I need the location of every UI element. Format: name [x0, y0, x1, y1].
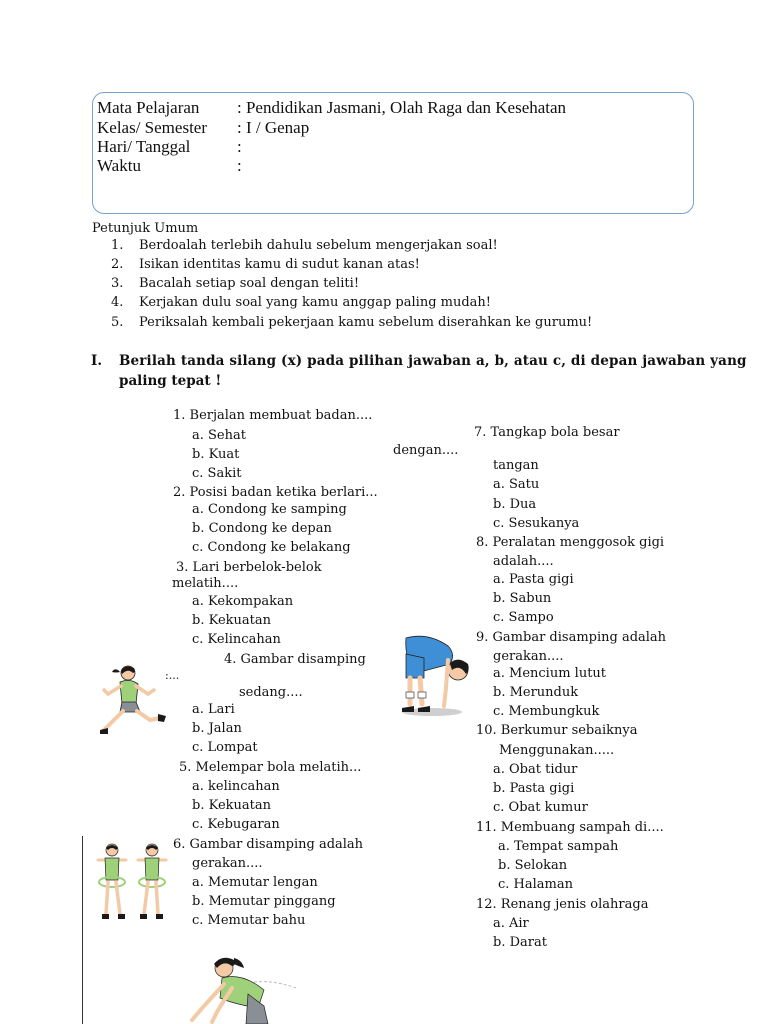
header-box [92, 92, 694, 214]
general-num-1: 1. [111, 238, 124, 253]
general-num-5: 5. [111, 315, 124, 330]
subject-value: : Pendidikan Jasmani, Olah Raga dan Kesehatan [237, 98, 567, 117]
stretching-girl-illustration [184, 954, 304, 1024]
subject-label: Mata Pelajaran [97, 98, 200, 117]
q4-option-c: c. Lompat [192, 740, 258, 755]
q12-text: 12. Renang jenis olahraga [476, 897, 649, 912]
q3-option-c: c. Kelincahan [192, 632, 281, 647]
q3-text-line2: melatih.... [172, 576, 239, 591]
time-label: Waktu [97, 156, 141, 175]
general-item-4: Kerjakan dulu soal yang kamu anggap paling mudah! [139, 295, 492, 310]
q5-option-a: a. kelincahan [192, 779, 280, 794]
q8-text-line2: adalah.... [493, 554, 554, 569]
q4-dots: :... [165, 669, 180, 682]
q6-option-c: c. Memutar bahu [192, 913, 306, 928]
class-label: Kelas/ Semester [97, 118, 207, 137]
q11-text: 11. Membuang sampah di.... [476, 820, 664, 835]
section-number: I. [91, 353, 103, 369]
q4-text-line2: sedang.... [239, 685, 303, 700]
q10-text-line1: 10. Berkumur sebaiknya [476, 723, 638, 738]
q3-option-b: b. Kekuatan [192, 613, 271, 628]
q4-option-a: a. Lari [192, 702, 235, 717]
q6-option-b: b. Memutar pinggang [192, 894, 336, 909]
bending-boy-illustration [398, 634, 472, 716]
q1-option-a: a. Sehat [192, 428, 246, 443]
q5-option-c: c. Kebugaran [192, 817, 280, 832]
q2-option-a: a. Condong ke samping [192, 502, 347, 517]
general-item-5: Periksalah kembali pekerjaan kamu sebelum diserahkan ke gurumu! [139, 315, 593, 330]
running-girl-illustration [98, 664, 168, 738]
q11-option-c: c. Halaman [498, 877, 573, 892]
q1-option-b: b. Kuat [192, 447, 240, 462]
general-num-2: 2. [111, 257, 124, 272]
q7-text-line2: tangan [493, 458, 539, 473]
hula-figure-right [138, 844, 166, 919]
general-item-1: Berdoalah terlebih dahulu sebelum mengerjakan soal! [139, 238, 498, 253]
general-title: Petunjuk Umum [92, 221, 199, 236]
q7-option-c: c. Sesukanya [493, 516, 580, 531]
q2-option-b: b. Condong ke depan [192, 521, 332, 536]
q1-text: 1. Berjalan membuat badan.... [173, 408, 373, 423]
q4-text-line1: 4. Gambar disamping [224, 652, 366, 667]
date-label: Hari/ Tanggal [97, 137, 191, 156]
q6-text-line2: gerakan.... [192, 856, 263, 871]
q9-option-a: a. Mencium lutut [493, 666, 607, 681]
q12-option-a: a. Air [493, 916, 529, 931]
general-num-3: 3. [111, 276, 124, 291]
q1-option-c: c. Sakit [192, 466, 242, 481]
q10-text-line2: Menggunakan..... [499, 743, 615, 758]
q3-text-line1: 3. Lari berbelok-belok [176, 560, 322, 575]
general-item-2: Isikan identitas kamu di sudut kanan atas! [139, 257, 420, 272]
q9-text-line2: gerakan.... [493, 649, 564, 664]
q11-option-b: b. Selokan [498, 858, 568, 873]
class-value: : I / Genap [237, 118, 310, 137]
q7-option-a: a. Satu [493, 477, 540, 492]
q5-option-b: b. Kekuatan [192, 798, 271, 813]
q8-option-c: c. Sampo [493, 610, 554, 625]
section-instruction-line2: paling tepat ! [119, 373, 222, 389]
q4-option-b: b. Jalan [192, 721, 242, 736]
q10-option-a: a. Obat tidur [493, 762, 578, 777]
q8-text-line1: 8. Peralatan menggosok gigi [476, 535, 665, 550]
q7-option-b: b. Dua [493, 497, 537, 512]
time-value: : [237, 156, 242, 175]
q9-option-b: b. Merunduk [493, 685, 579, 700]
hula-figure-left [98, 844, 126, 919]
q8-option-a: a. Pasta gigi [493, 572, 574, 587]
date-value: : [237, 137, 242, 156]
general-item-3: Bacalah setiap soal dengan teliti! [139, 276, 360, 291]
margin-line [82, 836, 83, 1024]
q10-option-c: c. Obat kumur [493, 800, 588, 815]
q11-option-a: a. Tempat sampah [498, 839, 619, 854]
section-instruction-line1: Berilah tanda silang (x) pada pilihan jawaban a, b, atau c, di depan jawaban yang [119, 353, 747, 369]
q5-text: 5. Melempar bola melatih... [179, 760, 362, 775]
q6-text-line1: 6. Gambar disamping adalah [173, 837, 364, 852]
q2-text: 2. Posisi badan ketika berlari... [173, 485, 378, 500]
q7-text-line1: 7. Tangkap bola besar [474, 425, 620, 440]
q7-dengan: dengan.... [393, 443, 459, 458]
q12-option-b: b. Darat [493, 935, 547, 950]
general-num-4: 4. [111, 295, 124, 310]
q3-option-a: a. Kekompakan [192, 594, 294, 609]
hula-hoop-figures-illustration [94, 842, 174, 922]
q2-option-c: c. Condong ke belakang [192, 540, 351, 555]
q9-option-c: c. Membungkuk [493, 704, 600, 719]
q8-option-b: b. Sabun [493, 591, 552, 606]
q10-option-b: b. Pasta gigi [493, 781, 575, 796]
q6-option-a: a. Memutar lengan [192, 875, 318, 890]
q9-text-line1: 9. Gambar disamping adalah [476, 630, 667, 645]
